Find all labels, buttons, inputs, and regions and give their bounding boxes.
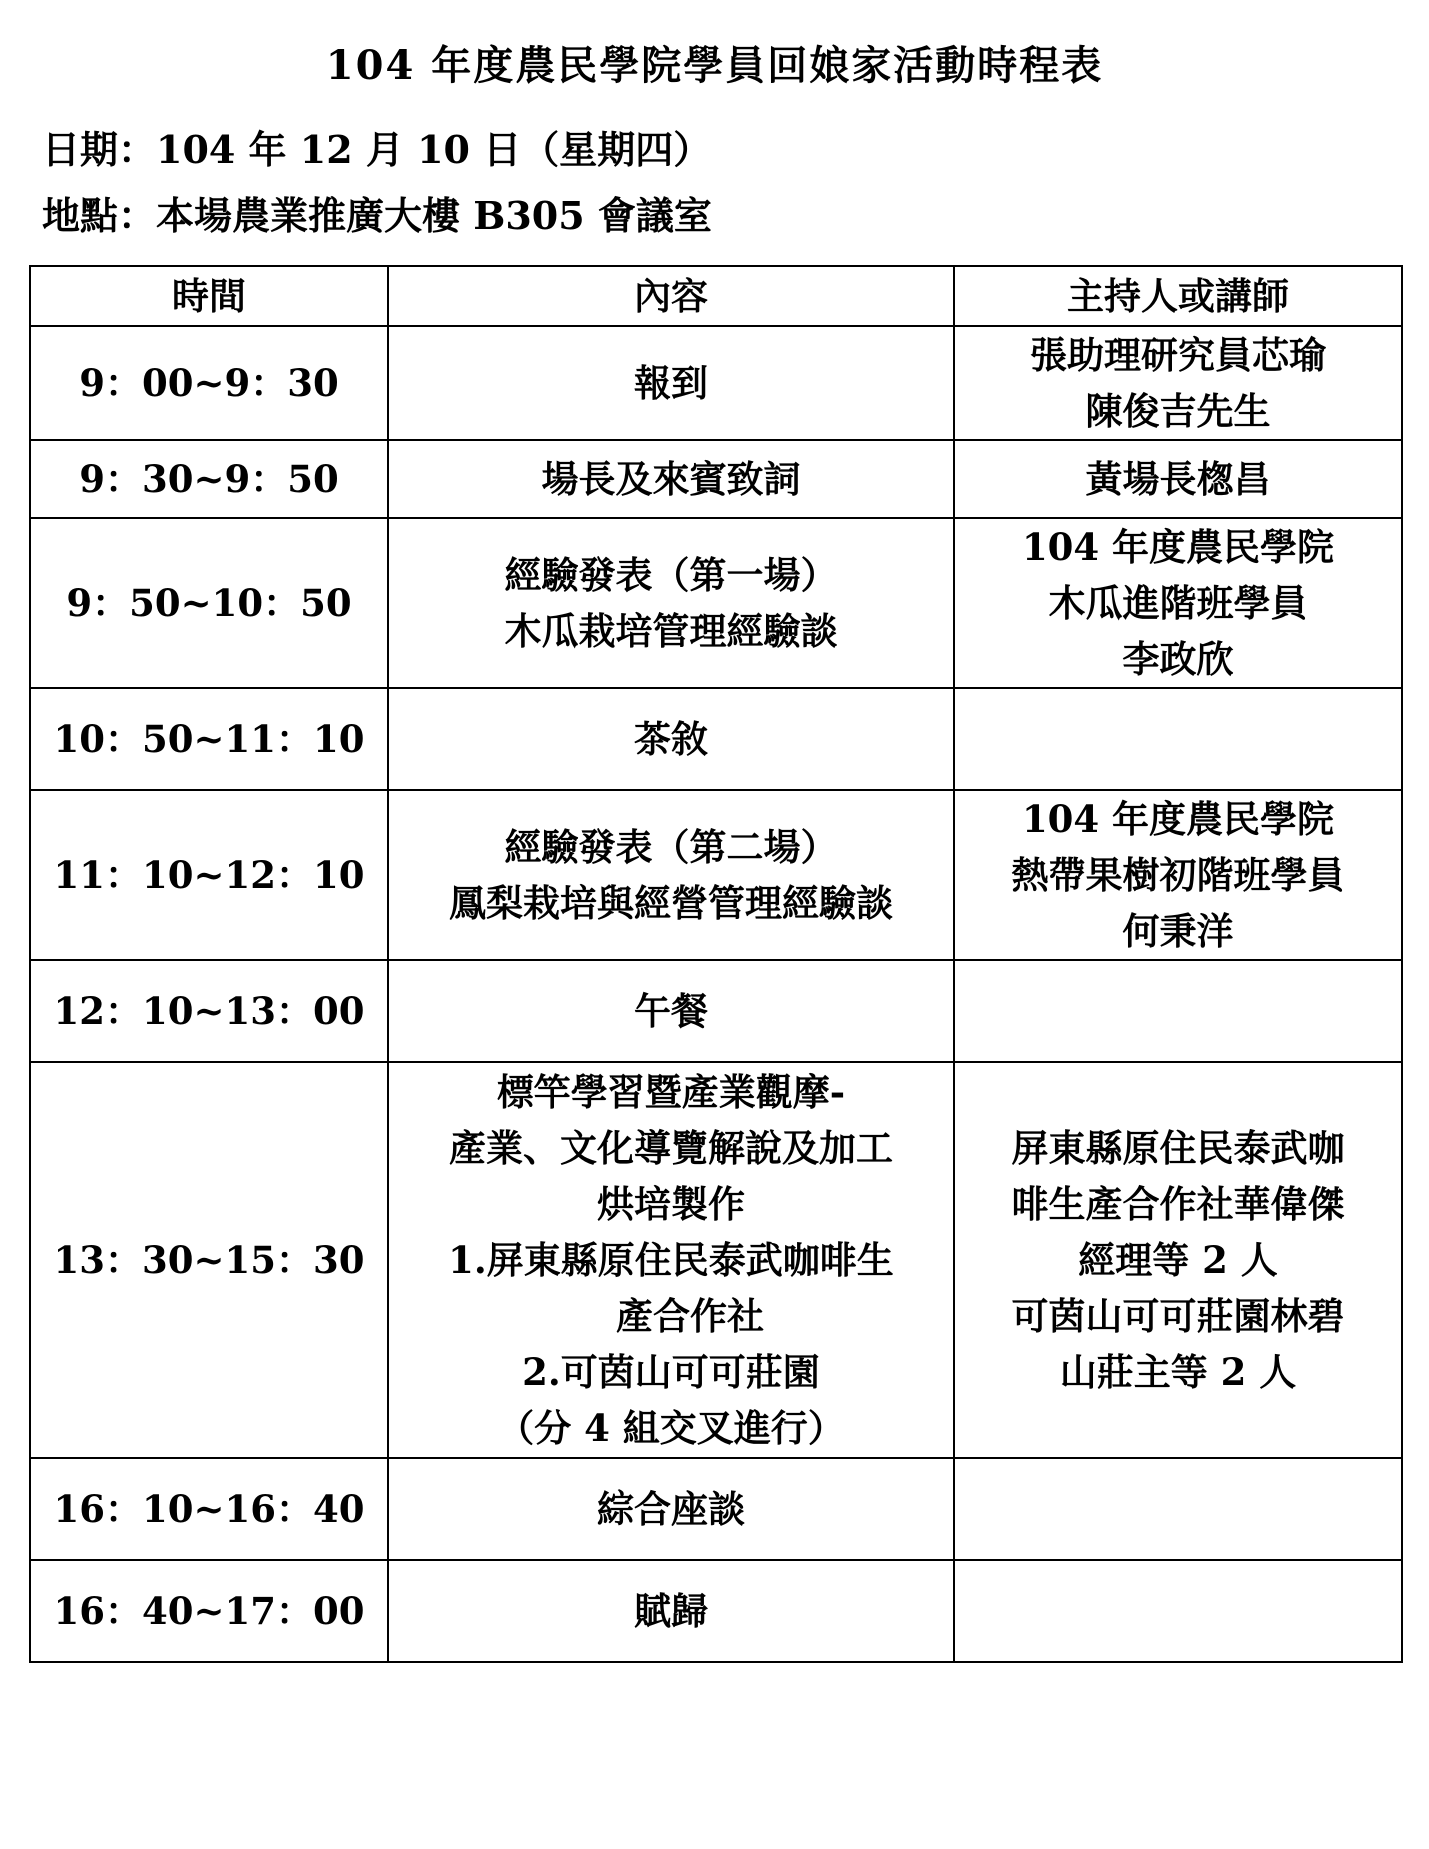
table-header-row (30, 266, 1402, 326)
host-line: 104 年度農民學院 (1021, 797, 1335, 841)
content-line: 茶敘 (634, 717, 708, 761)
content-line: 2.可茵山可可莊園 (522, 1350, 820, 1394)
content-line: 鳳梨栽培與經營管理經驗談 (449, 881, 893, 925)
row-host (954, 326, 1402, 440)
table-row (30, 440, 1402, 518)
host-line: 木瓜進階班學員 (1048, 581, 1308, 625)
host-line: 山莊主等 2 人 (1059, 1350, 1297, 1394)
content-line: （分 4 組交叉進行） (497, 1406, 845, 1450)
row-time: 11：10~12：10 (30, 790, 388, 960)
schedule-table (29, 265, 1403, 1663)
content-line: 烘培製作 (597, 1182, 745, 1226)
table-row (30, 960, 1402, 1062)
table-row (30, 688, 1402, 790)
host-line: 何秉洋 (1122, 909, 1234, 953)
row-content (388, 326, 954, 440)
header-host: 主持人或講師 (954, 266, 1402, 326)
host-line: 陳俊吉先生 (1085, 389, 1271, 433)
event-location: 地點：本場農業推廣大樓 B305 會議室 (42, 193, 712, 238)
row-host (954, 688, 1402, 790)
table-row (30, 1560, 1402, 1662)
row-content (388, 518, 954, 688)
row-host (954, 960, 1402, 1062)
document-title: 104 年度農民學院學員回娘家活動時程表 (325, 42, 1104, 89)
host-line: 黃場長楤昌 (1085, 457, 1271, 501)
row-host (954, 1458, 1402, 1560)
table-row (30, 518, 1402, 688)
content-line: 午餐 (634, 989, 708, 1033)
content-line: 產合作社 (616, 1294, 764, 1338)
content-line: 賦歸 (634, 1589, 708, 1633)
row-host (954, 440, 1402, 518)
host-line: 張助理研究員芯瑜 (1030, 333, 1326, 377)
row-time: 16：10~16：40 (30, 1458, 388, 1560)
row-time: 9：00~9：30 (30, 326, 388, 440)
host-line: 屏東縣原住民泰武咖 (1011, 1126, 1345, 1170)
content-line: 場長及來賓致詞 (541, 457, 801, 501)
content-line: 木瓜栽培管理經驗談 (504, 609, 838, 653)
content-line: 標竿學習暨產業觀摩- (496, 1070, 846, 1114)
header-content: 內容 (388, 266, 954, 326)
host-line: 可茵山可可莊園林碧 (1011, 1294, 1345, 1338)
row-content (388, 960, 954, 1062)
content-line: 綜合座談 (597, 1487, 745, 1531)
row-host (954, 1560, 1402, 1662)
table-row (30, 1062, 1402, 1458)
host-line: 104 年度農民學院 (1021, 525, 1335, 569)
row-time: 13：30~15：30 (30, 1062, 388, 1458)
table-row (30, 1458, 1402, 1560)
host-line: 熱帶果樹初階班學員 (1011, 853, 1345, 897)
table-row (30, 790, 1402, 960)
host-line: 李政欣 (1122, 637, 1234, 681)
row-content (388, 1458, 954, 1560)
content-line: 1.屏東縣原住民泰武咖啡生 (448, 1238, 894, 1282)
row-content (388, 790, 954, 960)
row-time: 10：50~11：10 (30, 688, 388, 790)
row-host (954, 518, 1402, 688)
host-line: 啡生產合作社華偉傑 (1011, 1182, 1345, 1226)
table-row (30, 326, 1402, 440)
content-line: 經驗發表（第一場） (504, 553, 838, 597)
row-time: 9：30~9：50 (30, 440, 388, 518)
row-content (388, 1062, 954, 1458)
header-time: 時間 (30, 266, 388, 326)
event-date: 日期：104 年 12 月 10 日（星期四） (42, 127, 712, 172)
row-time: 9：50~10：50 (30, 518, 388, 688)
row-host (954, 1062, 1402, 1458)
row-content (388, 1560, 954, 1662)
row-content (388, 688, 954, 790)
host-line: 經理等 2 人 (1078, 1238, 1278, 1282)
row-time: 12：10~13：00 (30, 960, 388, 1062)
row-content (388, 440, 954, 518)
content-line: 產業、文化導覽解說及加工 (449, 1126, 893, 1170)
content-line: 報到 (634, 361, 708, 405)
row-host (954, 790, 1402, 960)
row-time: 16：40~17：00 (30, 1560, 388, 1662)
content-line: 經驗發表（第二場） (504, 825, 838, 869)
